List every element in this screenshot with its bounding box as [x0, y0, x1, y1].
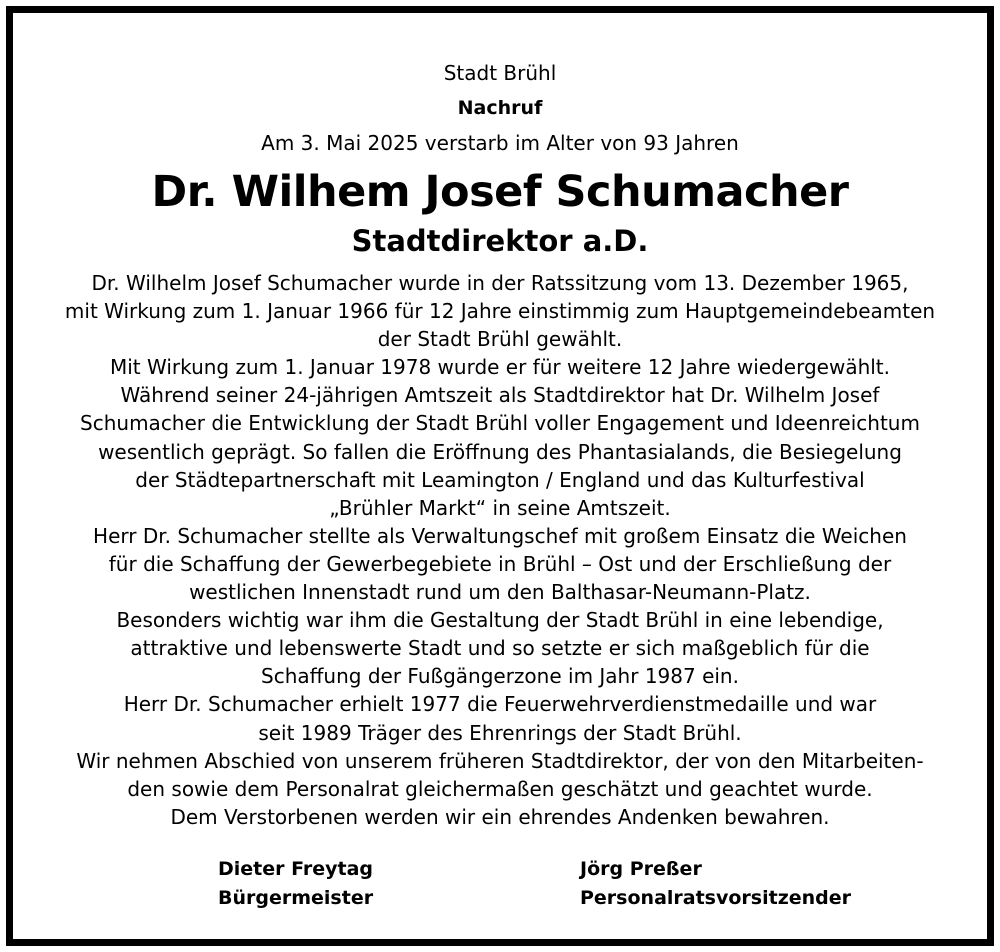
- body-line: mit Wirkung zum 1. Januar 1966 für 12 Jahre einstimmig zum Hauptgemeindebeamten: [64, 299, 936, 324]
- body-line: Wir nehmen Abschied von unserem früheren Stadtdirektor, der von den Mitarbeiten-: [76, 748, 924, 773]
- signature-staff-council: [580, 855, 851, 913]
- body-line: Dr. Wilhelm Josef Schumacher wurde in der Ratssitzung vom 13. Dezember 1965,: [91, 271, 909, 295]
- body-line: Herr Dr. Schumacher erhielt 1977 die Feuerwehrverdienstmedaille und war: [123, 692, 877, 717]
- body-line: seit 1989 Träger des Ehrenrings der Stadt Brühl.: [258, 720, 742, 745]
- obituary-body: [13, 269, 987, 831]
- obituary-frame: [6, 6, 994, 946]
- city-name: Stadt Brühl: [443, 61, 557, 85]
- intro-line: Am 3. Mai 2025 verstarb im Alter von 93 Jahren: [261, 131, 739, 155]
- signature-name: Jörg Preßer: [580, 858, 702, 880]
- body-line: attraktive und lebenswerte Stadt und so setzte er sich maßgeblich für die: [130, 636, 870, 661]
- body-line: Herr Dr. Schumacher stellte als Verwaltungschef mit großem Einsatz die Weichen: [93, 523, 907, 548]
- notice-type: Nachruf: [457, 97, 543, 119]
- body-line: Während seiner 24-jährigen Amtszeit als Stadtdirektor hat Dr. Wilhelm Josef: [120, 383, 880, 408]
- body-line: der Städtepartnerschaft mit Leamington / England und das Kulturfestival: [135, 467, 865, 492]
- body-line: Dem Verstorbenen werden wir ein ehrendes Andenken bewahren.: [170, 804, 830, 829]
- body-line: für die Schaffung der Gewerbegebiete in Brühl – Ost und der Erschließung der: [108, 551, 892, 576]
- body-line: „Brühler Markt“ in seine Amtszeit.: [329, 495, 671, 520]
- body-line: Schaffung der Fußgängerzone im Jahr 1987 ein.: [261, 664, 739, 689]
- body-line: den sowie dem Personalrat gleichermaßen geschätzt und geachtet wurde.: [127, 776, 873, 801]
- signature-role: Bürgermeister: [218, 887, 374, 909]
- body-line: Besonders wichtig war ihm die Gestaltung der Stadt Brühl in eine lebendige,: [116, 608, 884, 633]
- signature-mayor: [218, 855, 373, 913]
- body-line: wesentlich geprägt. So fallen die Eröffnung des Phantasialands, die Besiegelung: [98, 439, 902, 464]
- signature-role: Personalratsvorsitzender: [580, 887, 852, 909]
- body-line: westlichen Innenstadt rund um den Balthasar-Neumann-Platz.: [189, 580, 811, 605]
- signature-name: Dieter Freytag: [218, 858, 374, 880]
- deceased-name: Dr. Wilhem Josef Schumacher: [151, 167, 849, 217]
- deceased-title: Stadtdirektor a.D.: [351, 224, 649, 258]
- body-line: Schumacher die Entwicklung der Stadt Brühl voller Engagement und Ideenreichtum: [80, 411, 920, 436]
- body-line: Mit Wirkung zum 1. Januar 1978 wurde er für weitere 12 Jahre wiedergewählt.: [109, 355, 891, 380]
- body-line: der Stadt Brühl gewählt.: [377, 327, 623, 352]
